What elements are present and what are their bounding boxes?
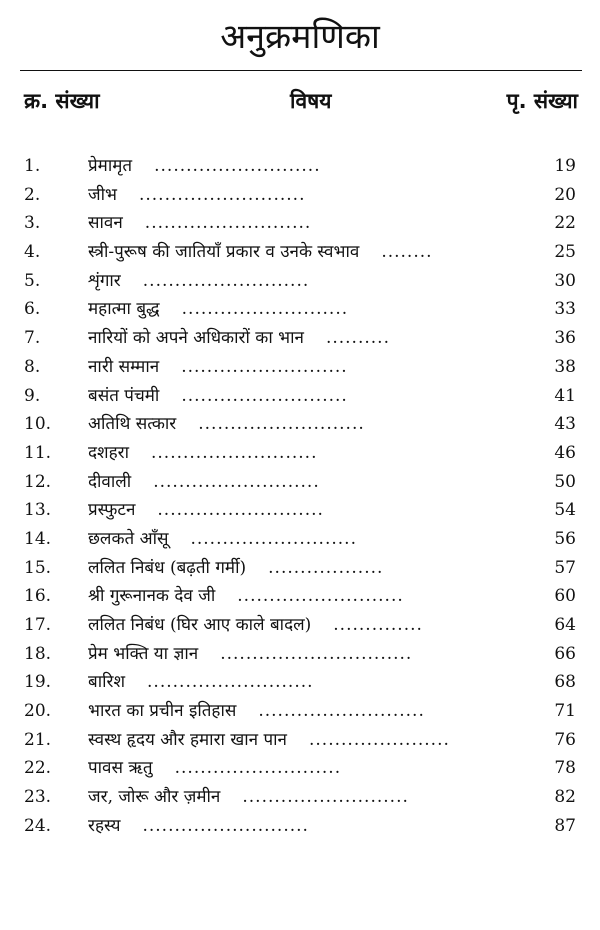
toc-entry-page: 54: [554, 500, 576, 521]
dot-leader: ..........................: [190, 528, 357, 549]
title-divider: [20, 70, 582, 71]
toc-entry-page: 60: [554, 586, 576, 607]
toc-entry-number: 1.: [24, 156, 41, 176]
toc-entry-title-wrap: [88, 783, 409, 811]
toc-entry-title-wrap: [88, 496, 324, 524]
toc-entry-title: बसंत पंचमी: [88, 385, 160, 406]
toc-entry-title: ललित निबंध (बढ़ती गर्मी): [88, 557, 247, 578]
dot-leader: ..........................: [153, 471, 320, 492]
toc-entry-number: 17.: [24, 615, 52, 635]
toc-entry-title: प्रेमामृत: [88, 156, 133, 176]
toc-entry-title: पावस ऋतु: [88, 758, 153, 779]
toc-entry-page: 57: [554, 557, 576, 578]
toc-entry: [0, 267, 600, 296]
toc-entry: [0, 783, 600, 812]
toc-entry-number: 23.: [24, 787, 52, 808]
toc-entry: [0, 152, 600, 181]
dot-leader: ..........................: [198, 414, 365, 435]
toc-entry-title-wrap: [88, 238, 433, 266]
toc-entry-title-wrap: [88, 525, 357, 553]
toc-entry-title: जर, जोरू और ज़मीन: [88, 787, 221, 808]
toc-entry-title: प्रस्फुटन: [88, 500, 136, 521]
toc-entry-title: श्री गुरूनानक देव जी: [88, 586, 216, 607]
toc-entry-title-wrap: [88, 668, 314, 696]
toc-entry-title: सावन: [88, 213, 123, 234]
toc-entry-page: 41: [554, 385, 576, 406]
toc-entry: [0, 295, 600, 324]
toc-entry-page: 82: [554, 787, 576, 808]
toc-entry: [0, 496, 600, 525]
toc-entry-title: शृंगार: [88, 270, 121, 291]
toc-entry-number: 21.: [24, 729, 52, 750]
toc-entry-title: बारिश: [88, 672, 126, 693]
toc-entry-title: ललित निबंध (घिर आए काले बादल): [88, 615, 312, 635]
dot-leader: ..........: [325, 328, 390, 349]
toc-entry: [0, 525, 600, 554]
toc-entry: [0, 726, 600, 755]
toc-entry: [0, 582, 600, 611]
toc-entry-page: 64: [554, 615, 576, 635]
toc-entry-page: 66: [554, 643, 576, 664]
dot-leader: ..............................: [220, 643, 413, 664]
header-serial-number: क्र. संख्या: [24, 89, 100, 113]
toc-entry: [0, 668, 600, 697]
toc-entry: [0, 181, 600, 210]
toc-entry-title-wrap: [88, 554, 383, 582]
toc-entry-number: 13.: [24, 500, 52, 521]
toc-entry-title: छलकते आँसू: [88, 528, 169, 549]
toc-entry: [0, 697, 600, 726]
toc-entry-page: 20: [554, 184, 576, 205]
dot-leader: ..........................: [144, 213, 312, 234]
toc-entry: [0, 324, 600, 353]
toc-entry-number: 24.: [24, 815, 52, 836]
header-page-number: पृ. संख्या: [506, 89, 578, 113]
toc-entry-title-wrap: [88, 439, 317, 467]
toc-entry-number: 14.: [24, 528, 52, 549]
header-subject: विषय: [290, 89, 332, 113]
toc-entry-title: नारी सम्मान: [88, 356, 160, 377]
toc-entry-title: जीभ: [88, 184, 117, 205]
dot-leader: ..............: [333, 615, 423, 635]
toc-entry-page: 19: [554, 156, 576, 176]
toc-entry: [0, 812, 600, 841]
toc-entry-page: 78: [554, 758, 576, 779]
dot-leader: ..........................: [142, 815, 309, 836]
toc-entry-number: 4.: [24, 242, 41, 263]
toc-entry-page: 36: [554, 328, 576, 349]
toc-entry-title: दीवाली: [88, 471, 132, 492]
toc-entry-title-wrap: [88, 697, 425, 725]
toc-entry-title-wrap: [88, 382, 348, 410]
toc-entry-number: 8.: [24, 356, 41, 377]
toc-entry-title-wrap: [88, 726, 450, 754]
toc-entry-number: 19.: [24, 672, 52, 693]
toc-entry-page: 22: [554, 213, 576, 234]
toc-entry: [0, 410, 600, 439]
dot-leader: ..........................: [154, 156, 321, 176]
toc-entry-title-wrap: [88, 611, 423, 639]
toc-entry-title-wrap: [88, 353, 348, 381]
dot-leader: ..........................: [150, 442, 318, 463]
toc-entry-number: 7.: [24, 328, 41, 349]
toc-entry: [0, 353, 600, 382]
table-of-contents: [0, 152, 600, 841]
dot-leader: ..........................: [157, 500, 324, 521]
toc-entry-title-wrap: [88, 267, 309, 295]
dot-leader: ..........................: [181, 356, 348, 377]
toc-entry-page: 71: [554, 701, 576, 722]
toc-entry-title-wrap: [88, 468, 320, 496]
toc-entry-page: 76: [554, 729, 576, 750]
toc-entry-page: 50: [554, 471, 576, 492]
dot-leader: ..........................: [147, 672, 314, 693]
dot-leader: ......................: [309, 729, 450, 750]
toc-entry: [0, 468, 600, 497]
dot-leader: ..................: [268, 557, 384, 578]
dot-leader: ..........................: [181, 385, 348, 406]
toc-entry-page: 46: [554, 442, 576, 463]
toc-entry-title-wrap: [88, 754, 341, 782]
dot-leader: ..........................: [174, 758, 342, 779]
toc-entry-title: दशहरा: [88, 442, 129, 463]
toc-entry-number: 18.: [24, 643, 52, 664]
toc-entry-title-wrap: [88, 812, 309, 840]
toc-entry-page: 68: [554, 672, 576, 693]
toc-entry-title: महात्मा बुद्ध: [88, 299, 160, 320]
toc-entry-title-wrap: [88, 324, 390, 352]
toc-entry-number: 15.: [24, 557, 52, 578]
toc-entry-title-wrap: [88, 295, 348, 323]
toc-entry-title-wrap: [88, 209, 311, 237]
dot-leader: ..........................: [181, 299, 349, 320]
toc-entry-title: स्वस्थ हृदय और हमारा खान पान: [88, 729, 287, 750]
toc-entry-page: 43: [554, 414, 576, 435]
toc-entry-number: 11.: [24, 442, 52, 463]
toc-entry: [0, 754, 600, 783]
toc-entry-title-wrap: [88, 582, 404, 610]
toc-entry-number: 12.: [24, 471, 52, 492]
toc-entry-number: 2.: [24, 184, 41, 205]
toc-entry-number: 9.: [24, 385, 41, 406]
toc-entry-title: अतिथि सत्कार: [88, 414, 177, 435]
toc-entry-number: 16.: [24, 586, 52, 607]
toc-entry-title: रहस्य: [88, 815, 121, 836]
toc-entry-number: 22.: [24, 758, 52, 779]
toc-entry-page: 87: [554, 815, 576, 836]
toc-entry-title-wrap: [88, 640, 412, 668]
toc-entry-page: 25: [554, 242, 576, 263]
dot-leader: ..........................: [242, 787, 409, 808]
toc-entry-number: 6.: [24, 299, 41, 320]
page-title: अनुक्रमणिका: [220, 17, 380, 57]
toc-entry: [0, 382, 600, 411]
toc-entry-number: 20.: [24, 701, 52, 722]
toc-entry: [0, 611, 600, 640]
toc-entry-page: 30: [554, 270, 576, 291]
toc-entry-page: 33: [554, 299, 576, 320]
toc-entry-title: प्रेम भक्ति या ज्ञान: [88, 643, 199, 664]
toc-entry-page: 38: [554, 356, 576, 377]
toc-entry-title: स्त्री-पुरूष की जातियाँ प्रकार व उनके स्वभाव: [88, 242, 360, 263]
toc-entry-number: 10.: [24, 414, 52, 435]
toc-entry: [0, 209, 600, 238]
toc-entry: [0, 439, 600, 468]
dot-leader: ..........................: [258, 701, 425, 722]
dot-leader: ..........................: [237, 586, 404, 607]
toc-entry-page: 56: [554, 528, 576, 549]
toc-entry-title-wrap: [88, 181, 305, 209]
toc-entry: [0, 238, 600, 267]
toc-entry-title-wrap: [88, 152, 321, 180]
toc-entry-title-wrap: [88, 410, 365, 438]
dot-leader: ........: [381, 242, 433, 263]
toc-entry-title: भारत का प्रचीन इतिहास: [88, 701, 237, 722]
toc-entry-title: नारियों को अपने अधिकारों का भान: [88, 328, 304, 349]
dot-leader: ..........................: [142, 270, 310, 291]
dot-leader: ..........................: [138, 184, 306, 205]
toc-entry-number: 5.: [24, 270, 41, 291]
toc-entry: [0, 554, 600, 583]
toc-entry-number: 3.: [24, 213, 41, 234]
toc-entry: [0, 640, 600, 669]
